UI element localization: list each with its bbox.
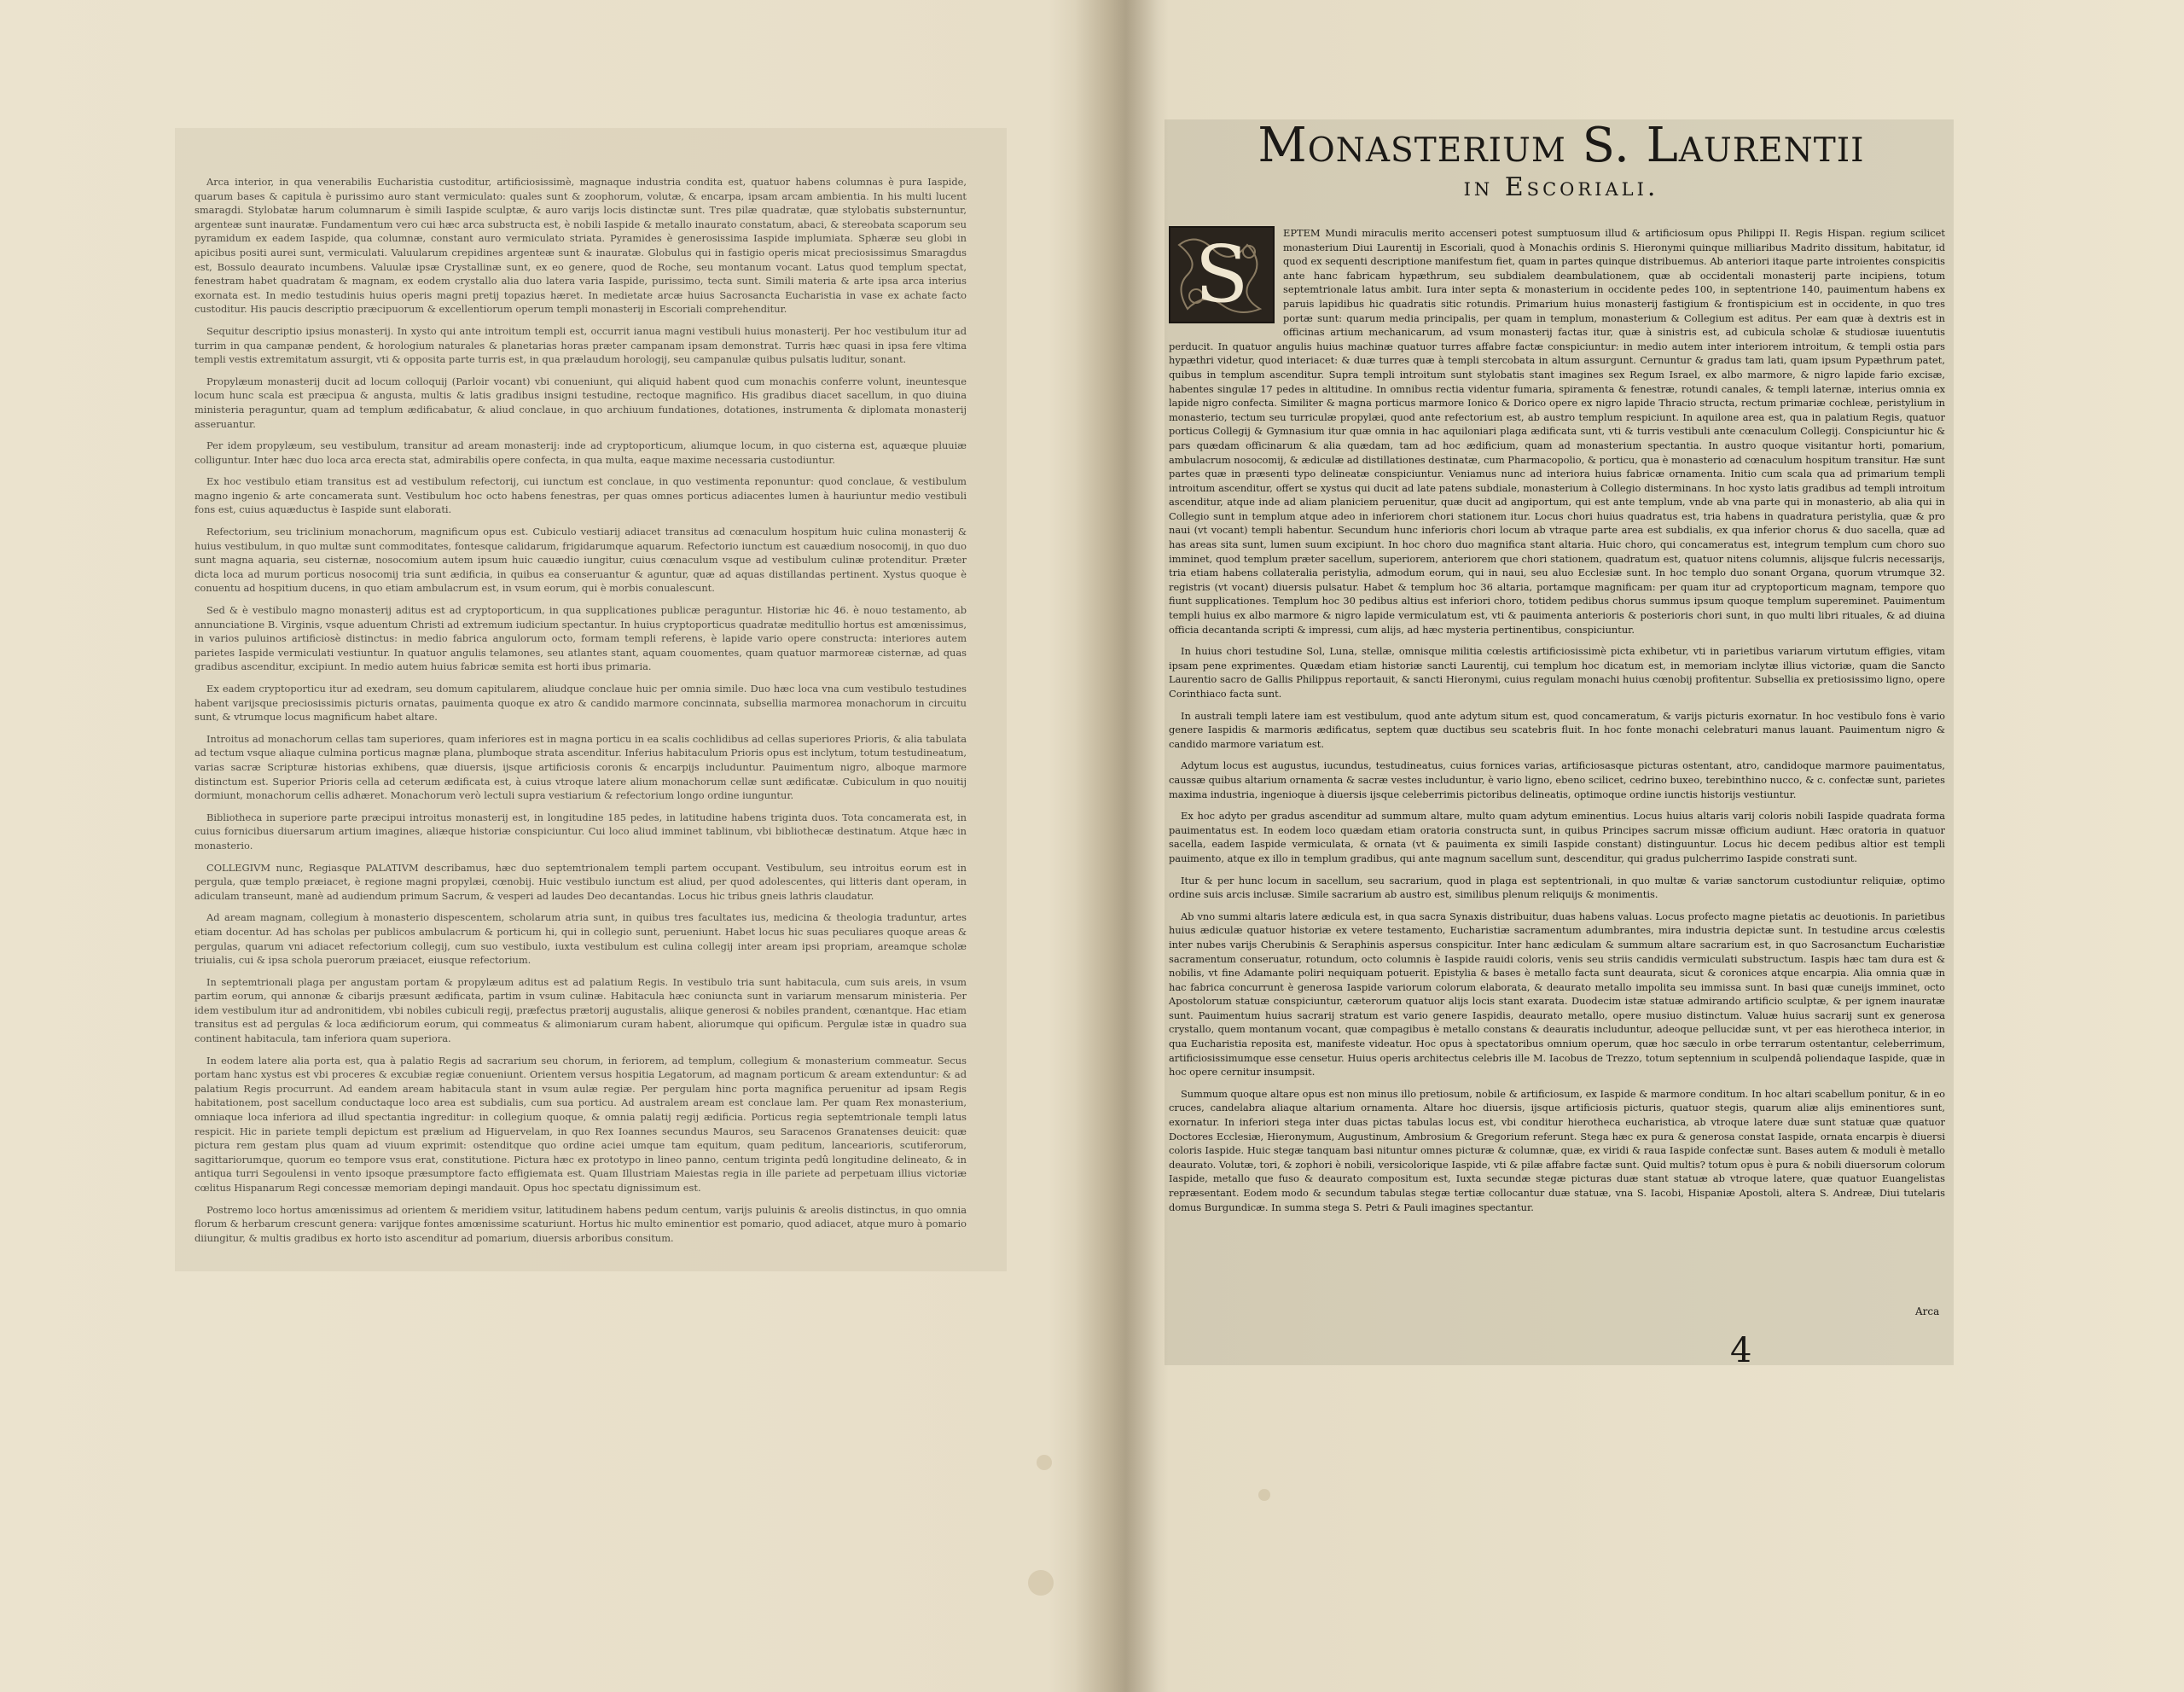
paragraph: Propylæum monasterij ducit ad locum colloquij (Parloir vocant) vbi conueniunt, qui aliquid habent quod cum monachis conferre volunt, ineuntesque locum hunc scala est præcipua & angusta, multis & latis gradibus insigni testudine, rectoque magnifico. His gradibus diacet sacellum, in quo diuina ministeria peraguntur, quam ad templum ædificabatur, & aliud conclaue, in quo archiuum fundationes, dotationes, instrumenta & diplomata monasterij asseruantur. [195,375,967,430]
right-page-text [1169,226,1945,1222]
paragraph: Arca interior, in qua venerabilis Eucharistia custoditur, artificiosissimè, magnaque industria condita est, quatuor habens columnas è pura Iaspide, quarum bases & capitula è purissimo auro stant vermiculato: quales sunt & zoophorum, volutæ, & encarpa, ipsam arcam ambientia. In his multi lucent smaragdi. Stylobatæ harum columnarum è simili Iaspide sculptæ, & auro varijs locis distinctæ sunt. Tres pilæ quadratæ, quæ stylobatis substernuntur, argenteæ sunt inauratæ. Fundamentum vero cui hæc arca substructa est, è nobili Iaspide & metallo inaurato constatum, abaci, & stereobata scaporum seu pyramidum ex eadem Iaspide, qua columnæ, constant auro vermiculato striata. Pyramides è generosissima Iaspide implumiata. Sphæræ seu globi in apicibus positi aurei sunt, vermiculati. Valuularum crepidines argenteæ sunt & inauratæ. Globulus qui in fastigio operis micat preciosissimus Smaragdus est, Bossulo deaurato incumbens. Valuulæ ipsæ Crystallinæ sunt, ex eo genere, quod de Roche, seu montanum vocant. Latus quod templum spectat, fenestram habet quadratam & magnam, ex eodem crystallo alia duo latera varia Iaspide, purissimo, tecta sunt. Simili materia & arte ipsa arca interius exornata est. In medio testudinis huius operis magni pretij topazius hæret. In medietate arcæ huius Sacrosancta Eucharistia in vase ex achate facto custoditur. His paucis descriptio præcipuorum & excellentiorum operum templi monasterij in Escoriali comprehenditur. [195,176,967,316]
paragraph: In huius chori testudine Sol, Luna, stellæ, omnisque militia cœlestis artificiosissimè picta exhibetur, vti in parietibus variarum virtutum effigies, vitam ipsam pene exprimentes. Quædam etiam historiæ sancti Laurentij, cui templum hoc dicatum est, in memoriam inclytæ illius victoriæ, quam die Sancto Laurentio sacro de Gallis Philippus reportauit, & sancti Hieronymi, cuius regulam monachi huius cœnobij profitentur. Subsellia ex pretiosissimo ligno, opere Corinthiaco facta sunt. [1169,645,1945,700]
paragraph-with-initial [1169,226,1945,637]
paragraph: Ex hoc adyto per gradus ascenditur ad summum altare, multo quam adytum eminentius. Locus huius altaris varij coloris nobili Iaspide quadrata forma pauimentatus est. In eodem loco quædam etiam oratoria constructa sunt, in quibus Principes sacrum missæ officium audiunt. Hæc oratoria in quatuor sacella, eadem Iaspide vermiculata, & ornata (vt & pauimenta ex simili Iaspide constant) distinguuntur. Locus hic decem pedibus altior est templi pauimento, atque ex illo in templum gradibus, qui ante magnum sacellum sunt, descenditur, qui gradus pulcherrimo Iaspide constrati sunt. [1169,810,1945,864]
paragraph: Summum quoque altare opus est non minus illo pretiosum, nobile & artificiosum, ex Iaspide & marmore conditum. In hoc altari scabellum ponitur, & in eo cruces, candelabra aliaque altarium ornamenta. Altare hoc diuersis, ijsque artificiosis picturis, quatuor stegis, quarum aliæ alijs eminentiores sunt, exornatur. In inferiori stega inter duas pictas tabulas locus est, vbi conditur hierotheca eucharistica, ab vtroque latere duæ sunt statuæ quæ quatuor Doctores Ecclesiæ, Hieronymum, Augustinum, Ambrosium & Gregorium referunt. Stega hæc ex pura & generosa constat Iaspide, ornata encarpis è diuersi coloris Iaspide. Huic stegæ tanquam basi nituntur omnes picturæ & columnæ, quæ, ex viridi & raua Iaspide confectæ sunt. Bases autem & moduli è metallo deaurato. Volutæ, tori, & zophori è nobili, versicolorique Iaspide, vti & pilæ affabre factæ sunt. Quid multis? totum opus è pura & nobili diuersorum colorum Iaspide, metallo que fuso & deaurato compositum est, Iuxta secundæ stegæ picturas duæ stant statuæ ab vtroque latere, quæ quatuor Euangelistas repræsentant. Eodem modo & secundum tabulas stegæ tertiæ collocantur duæ statuæ, vna S. Iacobi, Hispaniæ Apostoli, altera S. Andreæ, Diui tutelaris domus Burgundicæ. In summa stega S. Petri & Pauli imagines spectantur. [1169,1087,1945,1213]
paragraph: Ad aream magnam, collegium à monasterio dispescentem, scholarum atria sunt, in quibus tres facultates ius, medicina & theologia traduntur, artes etiam docentur. Ad has scholas per publicos ambulacrum & porticum hi, qui in collegio sunt, perueniunt. Habet locus hic suas peculiares quoque areas & pergulas, quarum vni adiacet refectorium collegij, cum suo vestibulo, iuxta vestibulum est culina collegij inter aream ipsi propriam, areamque scholæ triuialis, cui & ipsa schola puerorum præiacet, eiusque refectorium. [195,911,967,967]
page-title [1177,119,1945,203]
center-fold [1075,0,1169,1692]
paragraph: Itur & per hunc locum in sacellum, seu sacrarium, quod in plaga est septentrionali, in quo multæ & variæ sanctorum custodiuntur reliquiæ, optimo ordine suis arcis inclusæ. Simile sacrarium ab austro est, similibus plenum reliquijs & monimentis. [1169,874,1945,901]
paragraph: EPTEM Mundi miraculis merito accenseri potest sumptuosum illud & artificiosum opus Philippi II. Regis Hispan. regium scilicet monasterium Diui Laurentij in Escoriali, quod à Monachis ordinis S. Hieronymi quinque milliaribus Madrito dissitum, habitatur, id quod ex sequenti descriptione manifestum fiet, quam in partes quinque distribuemus. Ab anteriori itaque parte introientes conspicitis ante hanc fabricam hypæthrum, seu subdialem deambulationem, quæ ab occidentali monasterij parte incipiens, totum septemtrionale latus ambit. Iura inter septa & monasterium in occidente pedes 100, in septentrione 140, pauimentum habens ex paruis lapidibus hic quadratis sitic rotundis. Primarium huius monasterij fastigium & frontispicium est in occidente, in quo tres portæ sunt: quarum media principalis, per quam in templum, monasterium & Collegium est aditus. Per eam quæ à dextris est in officinas artium mechanicarum, ad vsum monasterij factas itur, quæ à sinistris est, ad cubicula scholæ & studiosæ iuuentutis perducit. In quatuor angulis huius machinæ quatuor turres affabre factæ conspiciuntur: in medio autem inter interiorem introitum, & templi ostia pars hypæthri videtur, quod interiacet: & duæ turres quæ à templi stercobata in altum assurgunt. Cernuntur & gradus tam lati, quam ipsum Pypæthrum patet, quibus in templum ascenditur. Supra templi introitum sunt stylobatis stant imagines sex Regum Israel, ex albo marmore, & nigro lapide fario excisæ, habentes singulæ 17 pedes in altitudine. In omnibus rectia videntur fumaria, spiramenta & fenestræ, rotundi canales, & templi laternæ, interius omnia ex lapide nigro confecta. Similiter & magna porticus marmore Ionico & Dorico opere ex nigro lapide Thracio structa, rectum primariæ cochleæ, peristylium in monasterio, tectum seu turriculæ propylæi, quod ante refectorium est, ab austro templum respiciunt. In aquilone area est, qua in palatium Regis, quatuor porticus Collegij & Gymnasium itur quæ omnia in hac aquiloniari plaga ædificata sunt, vti & turris vestibuli ante cœnaculum Collegij. Conspiciuntur hic & pars quædam officinarum & alia quædam, tam ad hoc ædificium, quam ad monasterium spectantia. In austro quoque visitantur horti, pomarium, ambulacrum nosocomij, & ædiculæ ad distillationes destinatæ, cum Pharmacopolio, & porticu, qua è monasterio ad cœnaculum hospitum transitur. Hæ sunt partes quæ in præsenti typo delineatæ conspiciuntur. Veniamus nunc ad interiora huius fabricæ ornamenta. Initio cum scala qua ad primarium templi introitum ascenditur, offert se xystus qui ducit ad late patens subdiale, monasterium à Collegio disterminans. In hoc xysto latis gradibus ad templi introitum ascenditur, atque inde ad aliam planiciem peruenitur, quæ ducit ad angiportum, qui est ante templum, vnde ab vna parte qui in monasterio, ab alia qui in Collegio sunt in templum atque adeo in inferiorem chori stationem itur. Locus chori huius quadratus est, tria habens in quadratura peristylia, quæ & pro naui (vt vocant) templi habentur. Secundum hunc inferioris chori locum ab vtraque parte area est subdialis, ex qua inferior chorus & duo sacella, quæ ad has areas sita sunt, lumen suum excipiunt. In hoc choro duo magnifica stant altaria. Huic choro, qui concameratus est, integrum templum cum choro suo imminet, quod templum præter sacellum, superiorem, anteriorem que chori stationem, quadratum est, quatuor nitens columnis, alijsque fulcris necessarijs, tria etiam habens collateralia peristylia, admodum eorum, qui in naui, seu aluo Ecclesiæ sunt. In hoc templo duo sonant Organa, quorum vtrumque 32. registris (vt vocant) diuersis pulsatur. Habet & templum hoc 36 altaria, portamque magnificam: per quam itur ad cryptoporticum magnam, tempore quo fiunt supplicationes. Templum hoc 30 pedibus altius est inferiori choro, totidem pedibus chorus summus ipsum quoque templum supereminet. Pauimentum templi huius ex albo marmore & nigro lapide vermiculatum est, vti & pauimenta anterioris & posterioris chori sunt, in quo multi libri rituales, & ad diuina officia decantanda scripti & impressi, cum alijs, ad hæc mysteria pertinentibus, conspiciuntur. [1169,227,1945,636]
paragraph: Adytum locus est augustus, iucundus, testudineatus, cuius fornices varias, artificiosasque picturas ostentant, atro, candidoque marmore pauimentatus, caussæ quibus altarium ornamenta & sacræ vestes includuntur, è vario ligno, ebeno scilicet, cedrino buxeo, terebinthino nucco, & c. confectæ sunt, parietes maxima industria, ingenioque à diuersis ijsque celeberrimis pictoribus delineatis, optimoque ordine iunctis historijs vestiuntur. [1169,759,1945,800]
paragraph: In eodem latere alia porta est, qua à palatio Regis ad sacrarium seu chorum, in feriorem, ad templum, collegium & monasterium commeatur. Secus portam hanc xystus est vbi proceres & excubiæ regiæ conueniunt. Orientem versus hospitia Legatorum, ad magnam porticum & aream extenduntur: & ad palatium Regis procurrunt. Ad eandem aream habitacula stant in vsum aulæ regiæ. Per pergulam hinc porta magnifica peruenitur ad ipsam Regis habitationem, post sacellum conductaque loco area est subdialis, cum sua porticu. Ad australem aream est conclaue lam. Per quam Rex monasterium, omniaque loca inferiora ad illud spectantia ingreditur: in collegium quoque, & omnia palatij regij ædificia. Porticus regia septemtrionale templi latus respicit. Hic in pariete templi depictum est prælium ad Higuervelam, in quo Rex Ioannes secundus Mauros, seu Saracenos Granatenses deuicit: quæ pictura rem gestam plus quam ad viuum exprimit: ostenditque quo ordine aciei umque tam equitum, quam peditum, lancearioris, scutiferorum, sagittariorumque, quorum eo tempore vsus erat, constitutione. Pictura hæc ex prototypo in lineo panno, centum triginta pedû longitudine delineato, & in antiqua turri Segoulensi in vento ipsoque præsumptore facto effigiemata est. Quam Illustriam Maiestas regia in ille pariete ad perpetuam illius victoriæ cœlitus Hispanarum Regi concessæ memoriam depingi mandauit. Opus hoc spectatu dignissimum est. [195,1054,967,1194]
initial-letter: S [1194,229,1249,320]
paragraph: Ex hoc vestibulo etiam transitus est ad vestibulum refectorij, cui iunctum est conclaue, in quo vestimenta reponuntur: quod conclaue, & vestibulum magno ingenio & arte concamerata sunt. Vestibulum hoc octo habens fenestras, per quas omnes porticus adiacentes lumen à hauriuntur medio vestibuli fons est, cuius aquæductus è Iaspide sunt elaborati. [195,475,967,516]
paragraph: Sed & è vestibulo magno monasterij aditus est ad cryptoporticum, in qua supplicationes publicæ peraguntur. Historiæ hic 46. è nouo testamento, ab annunciatione B. Virginis, vsque aduentum Christi ad extremum iudicium spectantur. In huius cryptoporticus quadratæ meditullio hortus est amœnissimus, in varios puluinos artificiosè distinctus: in medio fabrica angulorum octo, formam templi referens, è lapide vario opere constructa: interiores autem parietes Iaspide vermiculati vestiuntur. In quatuor angulis telamones, seu atlantes stant, aquam couomentes, quam quatuor marmoreæ cisternæ, ad quas gradibus ascenditur, excipiunt. In medio autem huius fabricæ semita est horti ibus primaria. [195,604,967,673]
stain-spot [1258,1489,1270,1501]
paragraph: In septemtrionali plaga per angustam portam & propylæum aditus est ad palatium Regis. In vestibulo tria sunt habitacula, cum suis areis, in vsum partim eorum, qui annonæ & cibarijs præsunt ædificata, partim in vsum culinæ. Habitacula hæc coniuncta sunt in variarum mensarum ministeria. Per idem vestibulum itur ad andronitidem, vbi nobiles cubiculi regij, præfectus prætorij augustalis, aliique generosi & nobiles prandent, cœnantque. Hac etiam transitus est ad pergulas & loca ædificiorum eorum, qui commeatus & alimoniarum curam habent, aliorumque qui opificum. Pergulæ istæ in quadro sua continent habitacula, tam inferiora quam superiora. [195,975,967,1045]
paragraph: Per idem propylæum, seu vestibulum, transitur ad aream monasterij: inde ad cryptoporticum, aliumque locum, in quo cisterna est, aquæque pluuiæ colliguntur. Inter hæc duo loca arca erecta stat, admirabilis opere confecta, in qua multa, eaque maxime necessaria custodiuntur. [195,439,967,466]
title-line-2: in Escoriali. [1463,172,1659,202]
paragraph: Introitus ad monachorum cellas tam superiores, quam inferiores est in magna porticu in ea scalis cochlidibus ad cellas superiores Prioris, & alia tabulata ad tectum vsque aliaque culmina porticus magnæ plana, plumboque strata ascenditur. Inferius habitaculum Prioris opus est inclytum, totum testudineatum, varias sacræ Scripturæ historias exhibens, quæ diuersis, ijsque artificiosis coronis & encarpijs includuntur. Pauimentum nigro, alboque marmore distinctum est. Superior Prioris cella ad ceterum ædificata est, à cuius vtroque latere alium monachorum cellæ sunt ædificatæ. Cubiculum in quo nouitij dormiunt, monachorum cellis adhæret. Monachorum verò lectuli supra vestiarium & refectorium longo ordine iunguntur. [195,732,967,802]
catchword: Arca [1915,1305,1940,1317]
paragraph: Sequitur descriptio ipsius monasterij. In xysto qui ante introitum templi est, occurrit ianua magni vestibuli huius monasterij. Per hoc vestibulum itur ad turrim in qua campanæ pendent, & horologium naturales & planetarias horas præter campanam ipsam demonstrat. Turris hæc quasi in ipsa fere vltima templi vestis extremitatum assurgit, vti & opposita parte turris est, in qua prælaudum horologij, seu campanulæ quibus pulsatis luditur, sonant. [195,324,967,366]
title-line-1: Monasterium S. Laurentii [1258,118,1865,173]
left-page-text [195,175,967,1253]
paragraph: Postremo loco hortus amœnissimus ad orientem & meridiem vsitur, latitudinem habens pedum centum, varijs puluinis & areolis distinctus, in quo omnia florum & herbarum crescunt genera: varijque fontes amœnissime scaturiunt. Hortus hic multo eminentior est pomario, quod adiacet, atque muro à pomario diiungitur, & multis gradibus ex horto isto ascenditur ad pomarium, diuersis arboribus consitum. [195,1203,967,1244]
paragraph: COLLEGIVM nunc, Regiasque PALATIVM describamus, hæc duo septemtrionalem templi partem occupant. Vestibulum, seu introitus eorum est in pergula, quæ templo præiacet, è regione magni propylæi, cœnobij. Huic vestibulo iunctum est aliud, per quod adolescentes, qui litteris dant operam, in adiculam transeunt, manè ad audiendum primum Sacrum, & vesperi ad laudes Deo decantandas. Locus hic tribus gneis lathris claudatur. [195,861,967,902]
paragraph: Bibliotheca in superiore parte præcipui introitus monasterij est, in longitudine 185 pedes, in latitudine habens triginta duos. Tota concamerata est, in cuius fornicibus diuersarum artium imagines, aliæque historiæ conspiciuntur. Cui loco aliud imminet tablinum, vbi bibliothecæ destinatum. Atque hæc in monasterio. [195,811,967,852]
stain-spot [1028,1570,1054,1596]
paragraph: Ex eadem cryptoporticu itur ad exedram, seu domum capitularem, aliudque conclaue huic per omnia simile. Duo hæc loca vna cum vestibulo testudines habent varijsque preciosissimis picturis ornatas, pauimenta quoque ex atro & candido marmore concinnata, subsellia marmorea monachorum in circuitu sunt, & vtrumque locus magnificum habet altare. [195,683,967,724]
page-number: 4 [1730,1331,1752,1370]
stain-spot [1037,1455,1052,1470]
paragraph: Refectorium, seu triclinium monachorum, magnificum opus est. Cubiculo vestiarij adiacet transitus ad cœnaculum hospitum huic culina monasterij & huius vestibulum, in quo multæ sunt commoditates, fontesque calidarum, frigidarumque aquarum. Refectorio iunctum est cauædium nosocomij, in quo duo sunt magna aquaria, seu cisternæ, nosocomium autem ipsum huic cauædio iungitur, cuius cœnaculum vsque ad vestibulum culinæ protenditur. Præter dicta loca ad murum porticus nosocomij tria sunt ædificia, in quibus ea conseruantur & aguntur, quæ ad aquas distillandas pertinent. Xystus quoque è conuentu ad hospitium ducens, in quo etiam ambulacrum est, in vsum eorum, qui è morbis conualescunt. [195,526,967,595]
decorated-initial [1169,226,1275,323]
paragraph: Ab vno summi altaris latere ædicula est, in qua sacra Synaxis distribuitur, duas habens valuas. Locus profecto magne pietatis ac deuotionis. In parietibus huius ædiculæ quatuor historiæ ex vetere testamento, Eucharistiæ sacramentum adumbrantes, mira industria depictæ sunt. In testudine arcus cœlestis inter nubes varijs Cherubinis & Seraphinis aspersus conspicitur. Inter hanc ædiculam & summum altare sacrarium est, in quo Sacrosanctum Eucharistiæ sacramentum conseruatur, rotundum, octo columnis è Iaspide rauidi coloris, venis seu striis candidis vermiculati substructum. Iaspis hæc tam dura est & nobilis, vt fine Adamante poliri nequiquam potuerit. Epistylia & bases è metallo facta sunt deaurata, sicut & coronices atque encarpia. Alia omnia quæ in hac fabrica concurrunt è generosa Iaspide variorum colorum elaborata, & deaurato metallo impolita seu immissa sunt. In basi quæ cuneijs imminet, octo Apostolorum statuæ conspiciuntur, cæterorum quatuor alijs locis stant exarata. Duodecim istæ statuæ admirando artificio sculptæ, & per ignem inauratæ sunt. Pauimentum huius sacrarij stratum est vario genere Iaspidis, deaurato metallo, opere musiuo distinctum. Valuæ huius sacrarij sunt ex generosa crystallo, quem montanum vocant, quæ compagibus è metallo constans & deauratis includuntur, adeoque pellucidæ sunt, vt per eas hierotheca interior, in qua Eucharistia reposita est, manifeste videatur. Hoc opus à spectatoribus omnium operum, quæ hoc sæculo in orbe terrarum ostentantur, celeberrimum, artificiosissimumque esse censetur. Huius operis architectus celebris ille M. Iacobus de Trezzo, totum septennium in sculpendâ poliendaque Iaspide, quæ in hoc opere cernitur insumpsit. [1169,910,1945,1079]
paragraph: In australi templi latere iam est vestibulum, quod ante adytum situm est, quod concameratum, & varijs picturis exornatur. In hoc vestibulo fons è vario genere Iaspidis & marmoris ædificatus, septem quæ ductibus seu scatebris fluit. In hoc fonte monachi celebraturi manus lauant. Pauimentum nigro & candido marmore variatum est. [1169,709,1945,750]
